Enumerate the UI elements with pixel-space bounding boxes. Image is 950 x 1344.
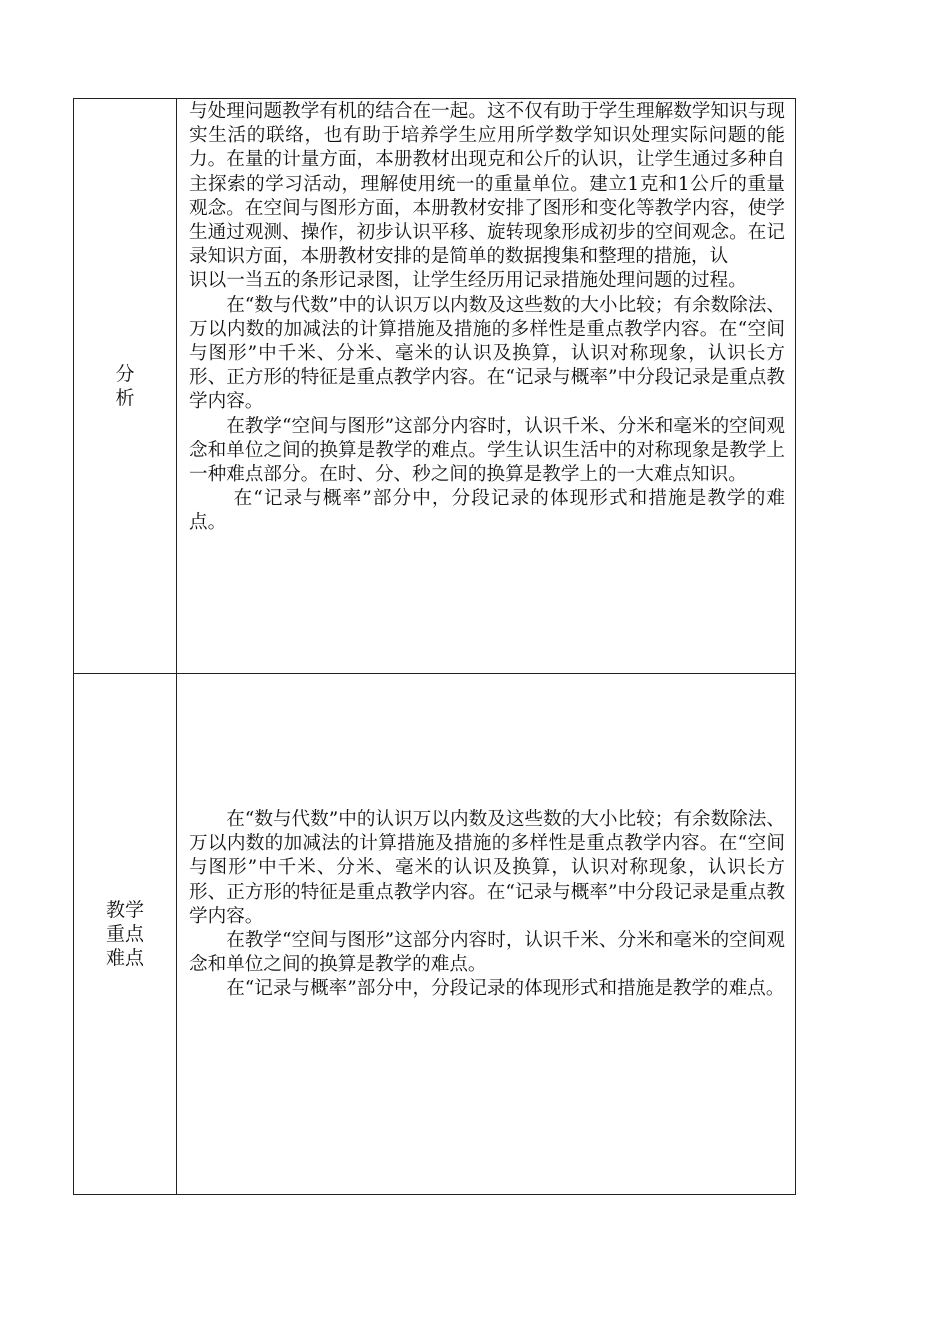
keypoints-content-cell bbox=[177, 674, 796, 1195]
keypoints-text-block bbox=[189, 808, 785, 1002]
analysis-paragraph-4: 在教学“空间与图形”这部分内容时，认识千米、分米和毫米的空间观念和单位之间的换算是教学的难点。学生认识生活中的对称现象是教学上一种难点部分。在时、分、秒之间的换算是教学上的一大难点知识。 bbox=[189, 415, 785, 486]
keypoints-row bbox=[74, 674, 796, 1195]
analysis-paragraph-2: 识以一当五的条形记录图，让学生经历用记录措施处理问题的过程。 bbox=[189, 270, 747, 292]
keypoints-paragraph-3: 在“记录与概率”部分中，分段记录的体现形式和措施是教学的难点。 bbox=[226, 978, 785, 1000]
analysis-row bbox=[74, 99, 796, 674]
analysis-paragraph-1: 与处理问题教学有机的结合在一起。这不仅有助于学生理解数学知识与现实生活的联络，也有助于培养学生应用所学数学知识处理实际问题的能力。在量的计量方面，本册教材出现克和公斤的认识，让学生通过多种自主探索的学习活动，理解使用统一的重量单位。建立1克和1公斤的重量观念。在空间与图形方面，本册教材安排了图形和变化等教学内容，使学生通过观测、操作，初步认识平移、旋转现象形成初步的空间观念。在记录知识方面，本册教材安排的是简单的数据搜集和整理的措施，认 bbox=[189, 101, 785, 268]
keypoints-paragraph-1: 在“数与代数”中的认识万以内数及这些数的大小比较；有余数除法、万以内数的加减法的计算措施及措施的多样性是重点教学内容。在“空间与图形”中千米、分米、毫米的认识及换算，认识对称现象，认识长方形、正方形的特征是重点教学内容。在“记录与概率”中分段记录是重点教学内容。 bbox=[189, 809, 785, 927]
analysis-label-line1: 分 bbox=[115, 363, 135, 385]
analysis-content-cell bbox=[177, 99, 796, 674]
keypoints-label-line3: 难点 bbox=[105, 947, 144, 969]
analysis-paragraph-5: 在“记录与概率”部分中，分段记录的体现形式和措施是教学的难点。 bbox=[189, 488, 785, 534]
analysis-label-line2: 析 bbox=[115, 387, 135, 409]
analysis-paragraph-3: 在“数与代数”中的认识万以内数及这些数的大小比较；有余数除法、万以内数的加减法的计算措施及措施的多样性是重点教学内容。在“空间与图形”中千米、分米、毫米的认识及换算，认识对称现象，认识长方形、正方形的特征是重点教学内容。在“记录与概率”中分段记录是重点教学内容。 bbox=[189, 294, 785, 413]
lesson-plan-table bbox=[73, 98, 796, 1195]
keypoints-label-line2: 重点 bbox=[105, 923, 144, 945]
analysis-label-cell bbox=[74, 99, 177, 674]
keypoints-paragraph-2: 在教学“空间与图形”这部分内容时，认识千米、分米和毫米的空间观念和单位之间的换算是教学的难点。 bbox=[189, 930, 785, 976]
keypoints-label-line1: 教学 bbox=[105, 899, 144, 921]
keypoints-label-cell bbox=[74, 674, 177, 1195]
